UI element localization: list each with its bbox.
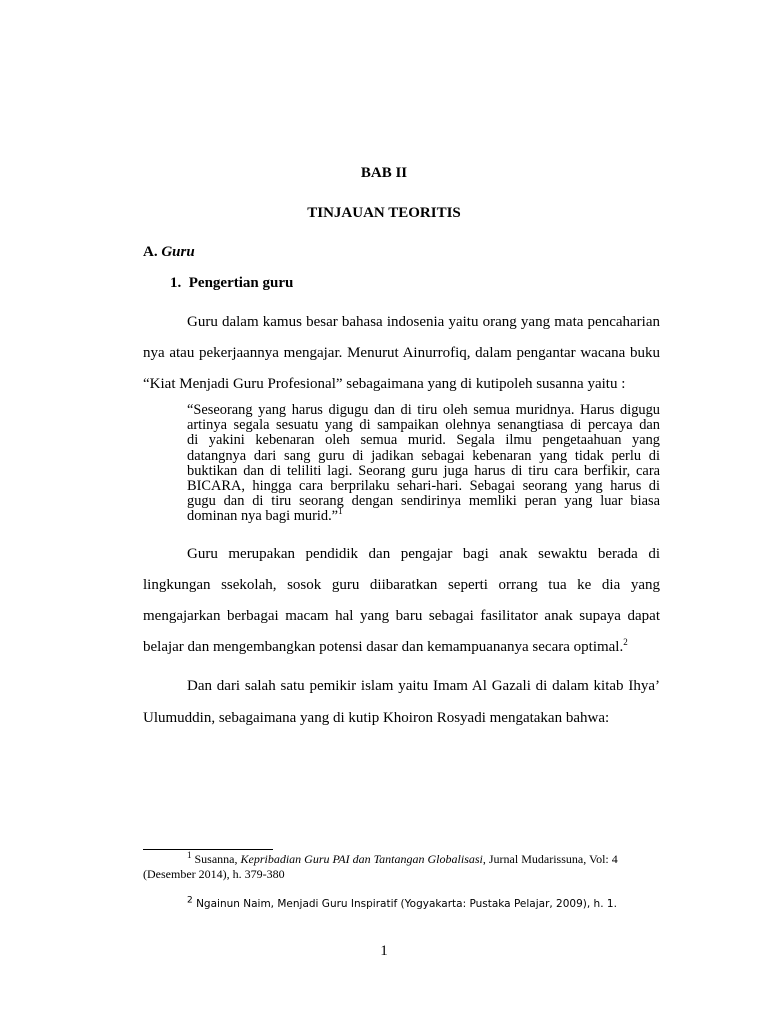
quote-last-line: [187, 506, 660, 525]
para3-line: Ulumuddin, sebagaimana yang di kutip Khoiron Rosyadi mengatakan bahwa:: [143, 710, 610, 726]
section-title: Guru: [161, 244, 195, 260]
quote-line: gugu dan di tiru seorang dengan sendirinya memliki peran yang luar biasa: [187, 493, 660, 510]
para2-last-line: [143, 639, 628, 656]
subsection-title: Pengertian guru: [188, 275, 294, 291]
footnote-author: Susanna,: [194, 852, 238, 866]
quote-line: BICARA, hingga cara berprilaku sehari-hari. Sebagai seorang yang harus di: [187, 478, 660, 495]
para1-line: “Kiat Menjadi Guru Profesional” sebagaimana yang di kutipoleh susanna yaitu :: [143, 376, 626, 392]
para2-line: lingkungan ssekolah, sosok guru diibaratkan seperti orrang tua ke dia yang: [143, 577, 660, 593]
para2-line: mengajarkan berbagai macam hal yang baru sebagai fasilitator anak supaya dapat: [143, 608, 660, 624]
chapter-heading: BAB II: [360, 165, 408, 181]
para1-line: nya atau pekerjaannya mengajar. Menurut Ainurrofiq, dalam pengantar wacana buku: [143, 345, 660, 361]
para2-line: Guru merupakan pendidik dan pengajar bagi anak sewaktu berada di: [187, 546, 660, 562]
footnote-ref[interactable]: 2: [623, 637, 628, 647]
quote-line: di yakini kebenaran oleh semua murid. Segala ilmu pengetaahuan yang: [187, 432, 660, 449]
page-number: 1: [380, 943, 388, 959]
para3-line: Dan dari salah satu pemikir islam yaitu Imam Al Gazali di dalam kitab Ihya’: [187, 678, 660, 694]
footnote-separator: [143, 849, 273, 850]
quote-line: buktikan dan di teliliti lagi. Seorang guru juga harus di tiru cara berfikir, cara: [187, 462, 660, 479]
subsection-number: 1.: [170, 275, 182, 291]
quote-line: artinya segala sesuatu yang di sampaikan olehnya senangtiasa di percaya dan: [187, 417, 660, 434]
quote-line: dominan nya bagi murid.”: [187, 508, 339, 525]
quote-line: datangnya dari sang guru di jadikan sebagai kebenaran yang tidak perlu di: [187, 447, 660, 464]
footnote-rest: , Jurnal Mudarissuna, Vol: 4: [482, 852, 618, 866]
footnote-text: Ngainun Naim, Menjadi Guru Inspiratif (Yogyakarta: Pustaka Pelajar, 2009), h. 1.: [196, 898, 617, 910]
footnote-ref[interactable]: 1: [338, 506, 343, 517]
block-quote: [187, 403, 660, 525]
footnote-number: 2: [187, 895, 193, 906]
quote-line: “Seseorang yang harus digugu dan di tiru oleh semua muridnya. Harus digugu: [187, 402, 660, 418]
section-heading: [143, 244, 195, 261]
footnote-number: 1: [187, 850, 192, 860]
footnote-title: Kepribadian Guru PAI dan Tantangan Globalisasi: [240, 852, 483, 866]
para1-line: Guru dalam kamus besar bahasa indosenia yaitu orang yang mata pencaharian: [187, 314, 660, 330]
para2-line: belajar dan mengembangkan potensi dasar dan kemampuananya secara optimal.: [143, 639, 624, 655]
subsection-heading: [170, 275, 293, 292]
chapter-title: TINJAUAN TEORITIS: [307, 205, 461, 221]
footnote-2: [187, 895, 617, 910]
section-letter: A.: [143, 244, 158, 260]
footnote-1: [187, 852, 618, 867]
footnote-1-line2: (Desember 2014), h. 379-380: [143, 867, 285, 881]
